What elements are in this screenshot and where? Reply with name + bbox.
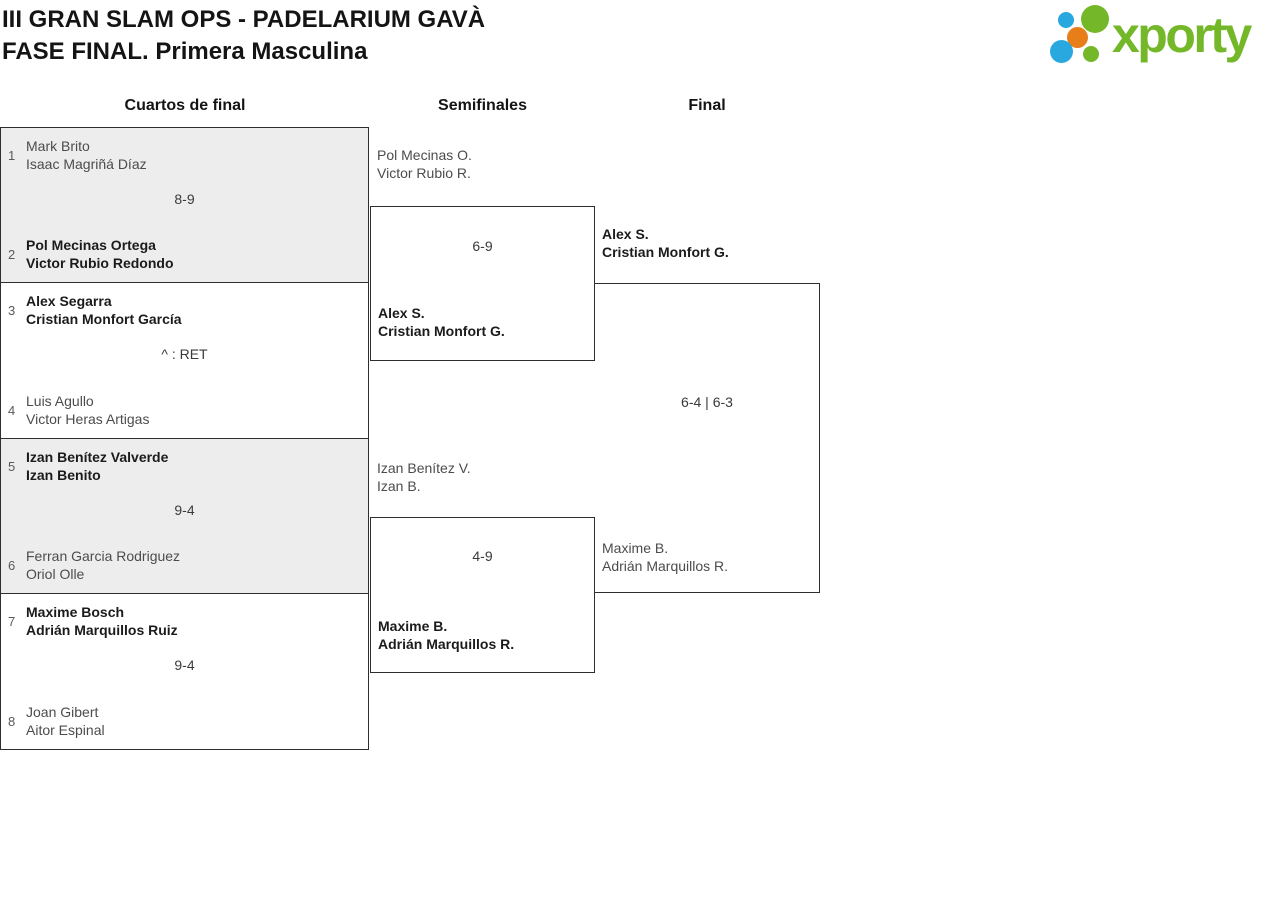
match-score: 8-9 [174, 190, 195, 207]
player-name: Luis Agullo [26, 393, 94, 409]
player-name: Alex Segarra [26, 293, 112, 309]
seed-number: 1 [8, 147, 16, 163]
team-names [26, 292, 182, 328]
player-name: Aitor Espinal [26, 722, 105, 738]
team-slot-seed5 [8, 448, 362, 484]
logo-dot-green-large-icon [1081, 5, 1109, 33]
player-name: Joan Gibert [26, 704, 99, 720]
team-names [26, 392, 149, 428]
player-name: Maxime B. [602, 540, 669, 556]
player-name: Izan Benítez Valverde [26, 449, 169, 465]
quarterfinals-column [0, 127, 369, 750]
seed-number: 6 [8, 557, 16, 573]
player-name: Izan B. [377, 478, 421, 494]
team-names [26, 137, 147, 173]
team-slot-seed6 [8, 547, 362, 583]
team-slot-seed1 [8, 137, 362, 173]
team-slot-seed7 [8, 603, 362, 639]
team-names [26, 547, 180, 583]
match-qf1 [1, 128, 368, 283]
match-score: 4-9 [472, 548, 493, 564]
round-header-cuartos: Cuartos de final [124, 97, 246, 114]
player-name: Cristian Monfort G. [378, 323, 505, 339]
final-team-top [602, 225, 729, 261]
round-header-semifinales: Semifinales [438, 97, 527, 114]
logo-dot-blue-small-icon [1058, 12, 1074, 28]
team-slot-seed2 [8, 236, 362, 272]
logo-dot-green-small-icon [1083, 46, 1099, 62]
player-name: Pol Mecinas Ortega [26, 237, 156, 253]
sf2-team-bottom [378, 617, 514, 653]
logo-wordmark: xporty [1112, 7, 1250, 63]
round-header-final: Final [688, 97, 726, 114]
seed-number: 7 [8, 613, 16, 629]
player-name: Victor Rubio R. [377, 165, 471, 181]
tournament-title: III GRAN SLAM OPS - PADELARIUM GAVÀ [2, 6, 486, 33]
match-score: ^ : RET [161, 346, 208, 363]
player-name: Izan Benito [26, 467, 101, 483]
phase-title: FASE FINAL. Primera Masculina [2, 38, 368, 65]
player-name: Cristian Monfort García [26, 311, 182, 327]
player-name: Maxime Bosch [26, 604, 125, 620]
team-names [26, 448, 168, 484]
player-name: Victor Rubio Redondo [26, 255, 174, 271]
match-score: 6-4 | 6-3 [681, 394, 733, 410]
match-score: 9-4 [174, 501, 195, 518]
match-final [595, 283, 820, 593]
seed-number: 3 [8, 302, 16, 318]
match-qf2 [1, 283, 368, 439]
seed-number: 5 [8, 458, 16, 474]
player-name: Cristian Monfort G. [602, 244, 729, 260]
player-name: Alex S. [378, 305, 425, 321]
sf1-team-bottom [378, 304, 505, 340]
seed-number: 8 [8, 713, 16, 729]
player-name: Maxime B. [378, 618, 448, 634]
player-name: Adrián Marquillos R. [602, 558, 729, 574]
player-name: Izan Benítez V. [377, 460, 471, 476]
team-slot-seed4 [8, 392, 362, 428]
match-qf4 [1, 594, 368, 749]
match-score: 6-9 [472, 238, 493, 254]
team-slot-seed3 [8, 292, 362, 328]
player-name: Adrián Marquillos Ruiz [26, 622, 178, 638]
player-name: Mark Brito [26, 138, 90, 154]
player-name: Oriol Olle [26, 566, 85, 582]
match-sf1 [370, 206, 595, 361]
player-name: Alex S. [602, 226, 649, 242]
match-score: 9-4 [174, 657, 195, 674]
team-names [26, 603, 178, 639]
player-name: Ferran Garcia Rodriguez [26, 548, 181, 564]
team-names [26, 703, 105, 739]
final-team-bottom [602, 539, 728, 575]
team-names [26, 236, 174, 272]
seed-number: 4 [8, 402, 16, 418]
player-name: Adrián Marquillos R. [378, 636, 515, 652]
sf1-team-top [377, 146, 472, 182]
team-slot-seed8 [8, 703, 362, 739]
logo-dot-blue-large-icon [1050, 40, 1073, 63]
seed-number: 2 [8, 246, 16, 262]
player-name: Pol Mecinas O. [377, 147, 472, 163]
player-name: Isaac Magriñá Díaz [26, 156, 147, 172]
match-sf2 [370, 517, 595, 673]
player-name: Victor Heras Artigas [26, 411, 150, 427]
sf2-team-top [377, 459, 471, 495]
match-qf3 [1, 439, 368, 594]
